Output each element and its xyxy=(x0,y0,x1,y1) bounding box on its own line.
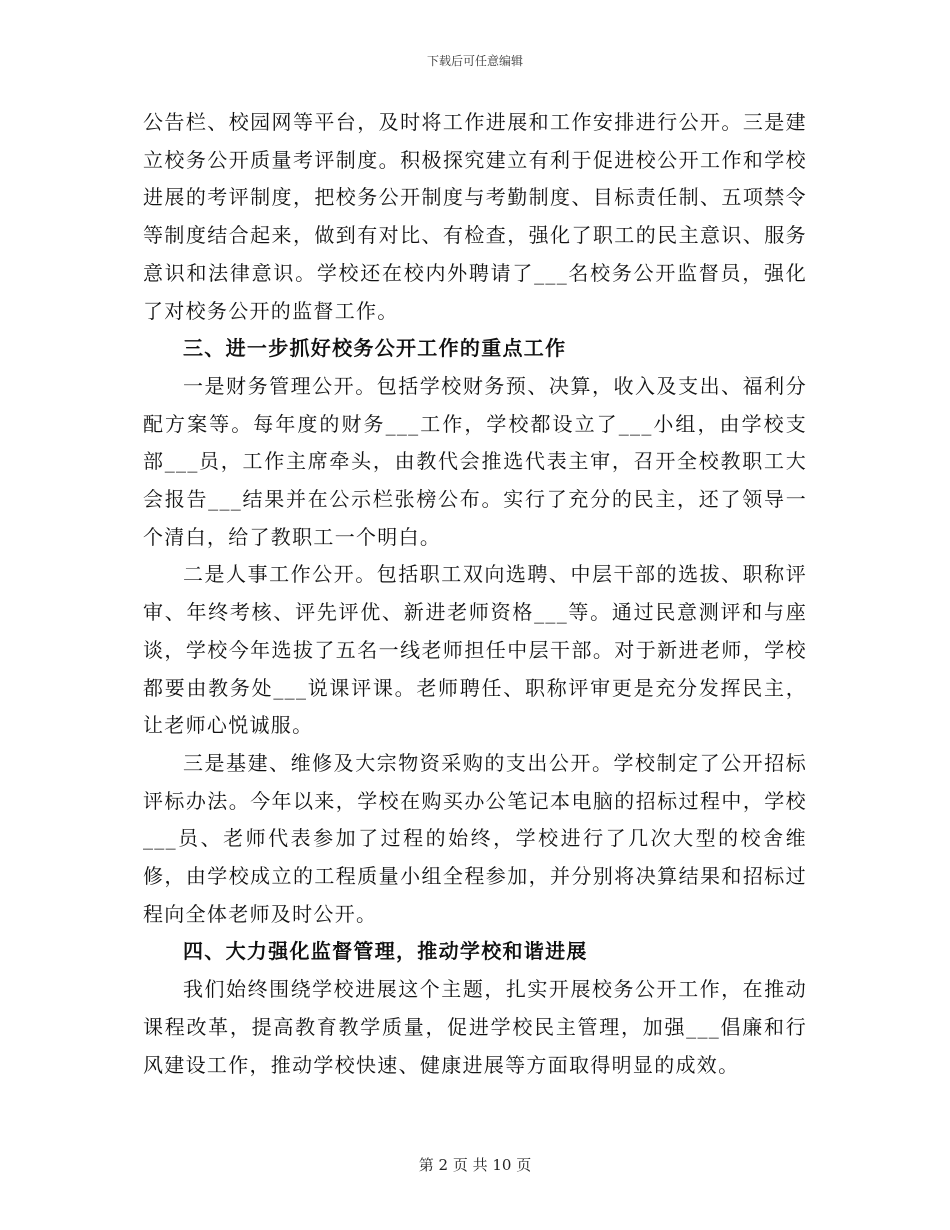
section-heading-3: 三、进一步抓好校务公开工作的重点工作 xyxy=(183,336,567,361)
paragraph-continued: 公告栏、校园网等平台，及时将工作进展和工作安排进行公开。三是建立校务公开质量考评制度。积极探究建立有利于促进校公开工作和学校进展的考评制度，把校务公开制度与考勤制度、目标责任制、五项禁令等制度结合起来，做到有对比、有检查，强化了职工的民主意识、服务意识和法律意识。学校还在校内外聘请了___名校务公开监督员，强化了对校务公开的监督工作。 xyxy=(143,110,807,323)
document-body xyxy=(143,104,807,1084)
paragraph-procurement: 三是基建、维修及大宗物资采购的支出公开。学校制定了公开招标评标办法。今年以来，学校在购买办公笔记本电脑的招标过程中，学校___员、老师代表参加了过程的始终，学校进行了几次大型的校舍维修，由学校成立的工程质量小组全程参加，并分别将决算结果和招标过程向全体老师及时公开。 xyxy=(143,750,807,926)
page-number: 第 2 页 共 10 页 xyxy=(418,1156,532,1174)
page-header: 下载后可任意编辑 xyxy=(426,54,523,68)
paragraph-finance: 一是财务管理公开。包括学校财务预、决算，收入及支出、福利分配方案等。每年度的财务___工作，学校都设立了___小组，由学校支部___员，工作主席牵头，由教代会推选代表主审，召开全校教职工大会报告___结果并在公示栏张榜公布。实行了充分的民主，还了领导一个清白，给了教职工一个明白。 xyxy=(143,373,807,549)
paragraph-supervision: 我们始终围绕学校进展这个主题，扎实开展校务公开工作，在推动课程改革，提高教育教学质量，促进学校民主管理，加强___倡廉和行风建设工作，推动学校快速、健康进展等方面取得明显的成效。 xyxy=(143,977,807,1077)
paragraph-personnel: 二是人事工作公开。包括职工双向选聘、中层干部的选拔、职称评审、年终考核、评先评优、新进老师资格___等。通过民意测评和与座谈，学校今年选拔了五名一线老师担任中层干部。对于新进老师，学校都要由教务处___说课评课。老师聘任、职称评审更是充分发挥民主，让老师心悦诚服。 xyxy=(143,562,807,738)
section-heading-4: 四、大力强化监督管理，推动学校和谐进展 xyxy=(183,939,588,964)
